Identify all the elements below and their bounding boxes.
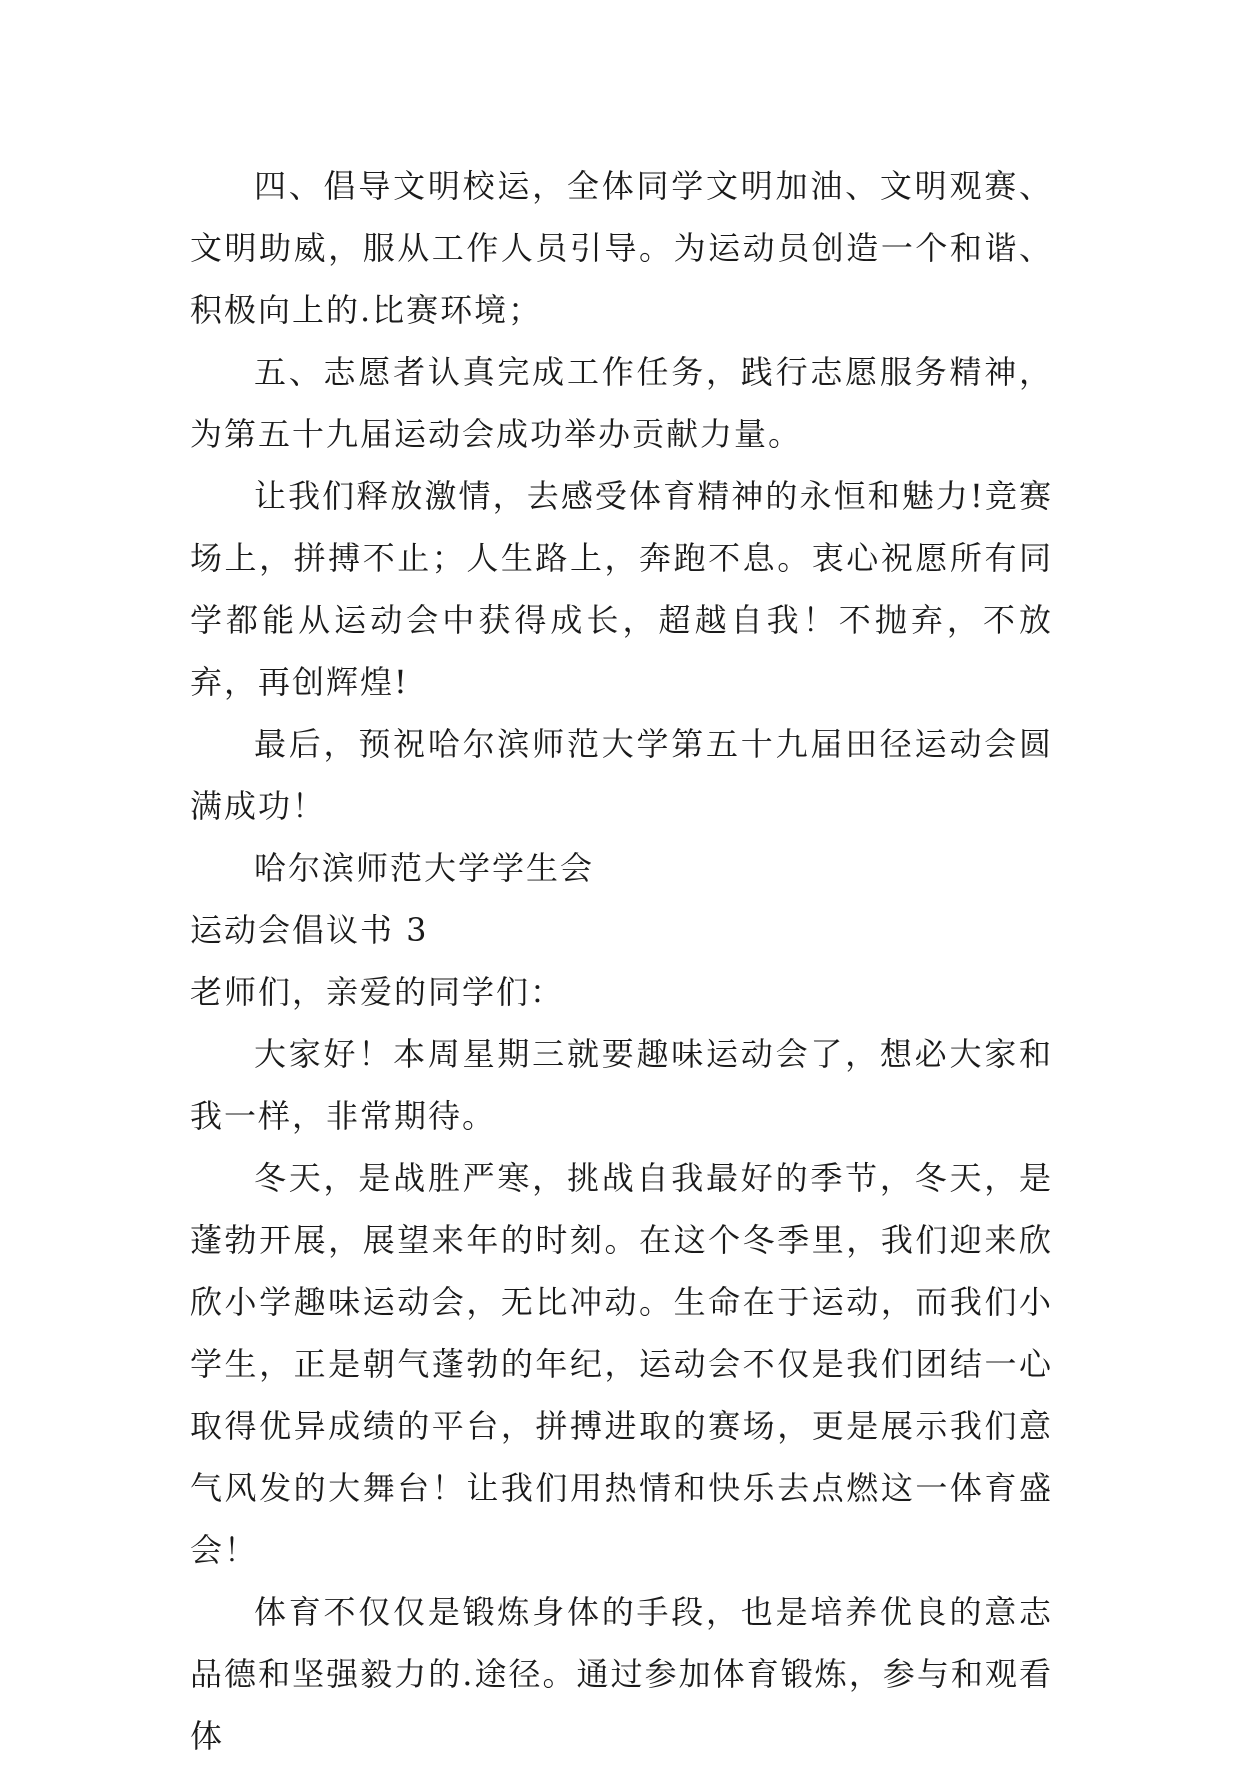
paragraph-civilized-games: 四、倡导文明校运，全体同学文明加油、文明观赛、文明助威，服从工作人员引导。为运动员创造一个和谐、积极向上的.比赛环境； (190, 167, 1053, 329)
paragraph-greeting: 大家好！本周星期三就要趣味运动会了，想必大家和我一样，非常期待。 (190, 1035, 1053, 1135)
paragraph-winter: 冬天，是战胜严寒，挑战自我最好的季节，冬天，是蓬勃开展，展望来年的时刻。在这个冬季里，我们迎来欣欣小学趣味运动会，无比冲动。生命在于运动，而我们小学生，正是朝气蓬勃的年纪，运动会不仅是我们团结一心取得优异成绩的平台，拼搏进取的赛场，更是展示我们意气风发的大舞台！让我们用热情和快乐去点燃这一体育盛会！ (190, 1159, 1053, 1569)
signature-student-union: 哈尔滨师范大学学生会 (254, 849, 595, 887)
section-title: 运动会倡议书 3 (190, 911, 429, 949)
paragraph-wish-success: 最后，预祝哈尔滨师范大学第五十九届田径运动会圆满成功！ (190, 725, 1053, 825)
paragraph-volunteers: 五、志愿者认真完成工作任务，践行志愿服务精神，为第五十九届运动会成功举办贡献力量。 (190, 353, 1053, 453)
document-body (190, 155, 1053, 1767)
salutation: 老师们，亲爱的同学们： (190, 973, 565, 1011)
paragraph-sports-value: 体育不仅仅是锻炼身体的手段，也是培养优良的意志品德和坚强毅力的.途径。通过参加体育锻炼，参与和观看体 (190, 1593, 1053, 1755)
paragraph-release-passion: 让我们释放激情，去感受体育精神的永恒和魅力!竞赛场上，拼搏不止；人生路上，奔跑不息。衷心祝愿所有同学都能从运动会中获得成长，超越自我！不抛弃，不放弃，再创辉煌! (190, 477, 1053, 701)
